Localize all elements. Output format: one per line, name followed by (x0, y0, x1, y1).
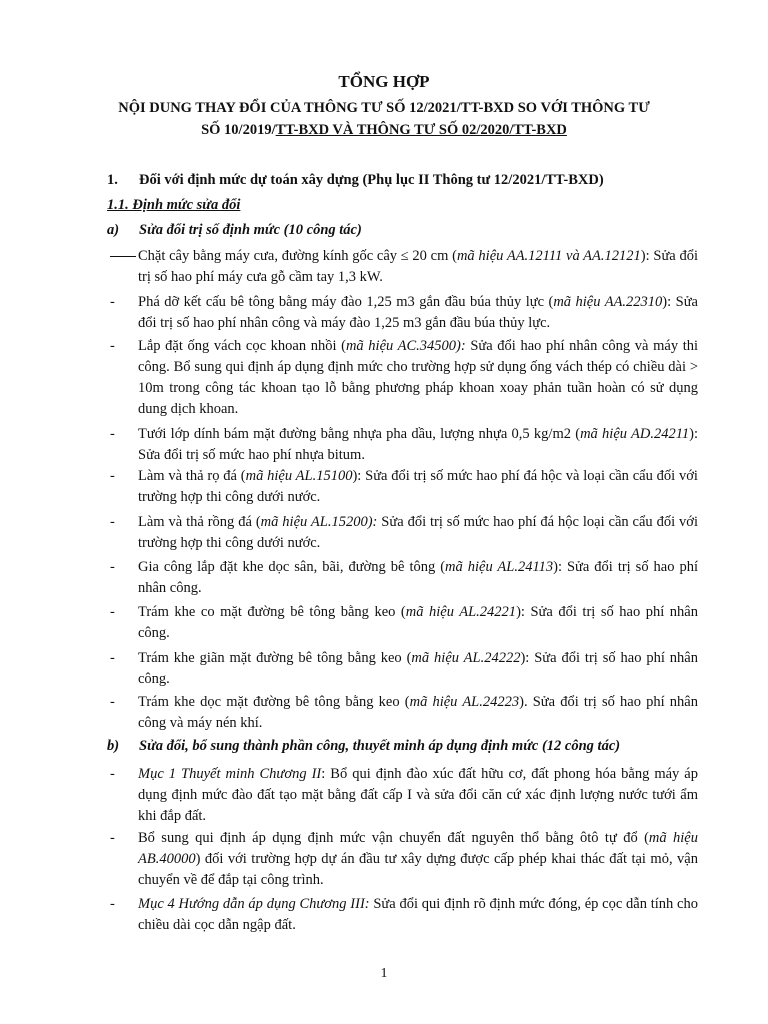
item-code: mã hiệu AD.24211 (580, 426, 690, 442)
item-dash: - (110, 694, 115, 710)
item-code: mã hiệu AL.15100 (245, 468, 353, 484)
section-b-text: Sửa đổi, bổ sung thành phần công, thuyết minh áp dụng định mức (12 công tác) (139, 738, 621, 754)
item-text: Trám khe giãn mặt đường bê tông bằng keo (mã hiệu AL.24222): Sửa đổi trị số hao phí nhân công. (138, 650, 698, 687)
list-item-a-3 (110, 336, 698, 420)
section-a-heading (107, 222, 362, 239)
page-number: 1 (380, 966, 388, 981)
item-dash: - (110, 830, 115, 846)
subtitle-line-2-prefix: SỐ 10/2019/ (201, 122, 276, 138)
section-a-label: a) (107, 222, 120, 238)
item-text: Lắp đặt ống vách cọc khoan nhồi (mã hiệu AC.34500): Sửa đổi hao phí nhân công và máy thi công. Bổ sung qui định áp dụng định mức cho trường hợp sử dụng ống vách thép có chiều dài > 10m trong công tác khoan tạo lỗ bằng phương pháp khoan xoay phản tuần hoàn có sử dụng dung dịch khoan. (138, 338, 699, 417)
item-code: mã hiệu AA.22310 (553, 294, 663, 310)
item-text: Trám khe co mặt đường bê tông bằng keo (mã hiệu AL.24221): Sửa đổi trị số hao phí nhân công. (138, 604, 698, 641)
item-code: mã hiệu AB.40000 (138, 830, 698, 867)
item-dash: - (110, 896, 115, 912)
heading-1-1: 1.1. Định mức sửa đổi (107, 197, 241, 213)
item-code: Mục 1 Thuyết minh Chương II (138, 766, 322, 782)
item-text: Trám khe dọc mặt đường bê tông bằng keo (mã hiệu AL.24223). Sửa đổi trị số hao phí nhân công và máy nén khí. (138, 694, 698, 731)
item-code: mã hiệu AL.24221 (405, 604, 517, 620)
document-subtitle (100, 97, 668, 141)
item-code: Mục 4 Hướng dẫn áp dụng Chương III: (138, 896, 370, 912)
subtitle-line-2-underlined: TT-BXD VÀ THÔNG TƯ SỐ 02/2020/TT-BXD (275, 122, 567, 138)
item-text: Chặt cây bằng máy cưa, đường kính gốc cây ≤ 20 cm (mã hiệu AA.12111 và AA.12121): Sửa đổi trị số hao phí máy cưa gỗ cầm tay 1,3 kW. (138, 248, 698, 285)
list-item-a-1 (110, 246, 698, 288)
list-item-a-8 (110, 602, 698, 644)
item-dash: - (110, 294, 115, 310)
item-dash: - (110, 650, 115, 666)
item-code: mã hiệu AA.12111 và AA.12121 (456, 248, 641, 264)
item-dash (110, 256, 136, 257)
list-item-a-9 (110, 648, 698, 690)
item-dash: - (110, 468, 115, 484)
item-code: mã hiệu AC.34500): (345, 338, 466, 354)
list-item-a-10 (110, 692, 698, 734)
list-item-a-5 (110, 466, 698, 508)
list-item-b-2 (110, 828, 698, 891)
item-dash: - (110, 766, 115, 782)
section-b-label: b) (107, 738, 120, 754)
item-code: mã hiệu AL.24222 (411, 650, 521, 666)
heading-1 (107, 172, 707, 189)
item-text: Bổ sung qui định áp dụng định mức vận chuyển đất nguyên thổ bằng ôtô tự đổ (mã hiệu AB.40000) đối với trường hợp dự án đầu tư xây dựng được cấp phép khai thác đất tại mỏ, vận chuyển về để đắp tại công trình. (138, 830, 698, 888)
list-item-a-4 (110, 424, 698, 466)
item-dash: - (110, 514, 115, 530)
document-title: TỔNG HỢP (338, 72, 430, 91)
list-item-a-2 (110, 292, 698, 334)
heading-1-text: Đối với định mức dự toán xây dựng (Phụ lục II Thông tư 12/2021/TT-BXD) (139, 172, 604, 188)
item-text: Làm và thả rọ đá (mã hiệu AL.15100): Sửa đổi trị số mức hao phí đá hộc và loại cần cẩu đối với trường hợp thi công dưới nước. (138, 468, 698, 505)
list-item-a-6 (110, 512, 698, 554)
item-dash: - (110, 426, 115, 442)
item-code: mã hiệu AL.24223 (409, 694, 520, 710)
item-dash: - (110, 559, 115, 575)
item-text: Mục 4 Hướng dẫn áp dụng Chương III: Sửa đổi qui định rõ định mức đóng, ép cọc dẫn tính cho chiều dài cọc dẫn ngập đất. (138, 896, 698, 933)
item-text: Mục 1 Thuyết minh Chương II: Bổ qui định đào xúc đất hữu cơ, đất phong hóa bằng máy áp dụng định mức đào đất tạo mặt bằng đất cấp I và sửa đổi căn cứ xác định lượng nước tưới ẩm khi đắp đất. (138, 766, 698, 824)
item-code: mã hiệu AL.24113 (445, 559, 554, 575)
item-code: mã hiệu AL.15200): (260, 514, 378, 530)
list-item-a-7 (110, 557, 698, 599)
item-text: Làm và thả rồng đá (mã hiệu AL.15200): Sửa đổi trị số mức hao phí đá hộc loại cần cẩu đối với trường hợp thi công dưới nước. (138, 514, 698, 551)
section-b-heading (107, 738, 620, 755)
section-a-text: Sửa đổi trị số định mức (10 công tác) (139, 222, 362, 238)
item-text: Phá dỡ kết cấu bê tông bằng máy đào 1,25 m3 gắn đầu búa thủy lực (mã hiệu AA.22310): Sửa đổi trị số hao phí nhân công và máy đào 1,25 m3 gắn đầu búa thủy lực. (138, 294, 698, 331)
subtitle-line-2 (100, 119, 668, 141)
item-text: Tưới lớp dính bám mặt đường bằng nhựa pha dầu, lượng nhựa 0,5 kg/m2 (mã hiệu AD.24211): Sửa đổi trị số mức hao phí nhựa bitum. (138, 426, 698, 463)
list-item-b-3 (110, 894, 698, 936)
item-text: Gia công lắp đặt khe dọc sân, bãi, đường bê tông (mã hiệu AL.24113): Sửa đổi trị số hao phí nhân công. (138, 559, 698, 596)
subtitle-line-1: NỘI DUNG THAY ĐỔI CỦA THÔNG TƯ SỐ 12/2021/TT-BXD SO VỚI THÔNG TƯ (118, 100, 650, 116)
heading-1-number: 1. (107, 172, 118, 188)
list-item-b-1 (110, 764, 698, 827)
item-dash: - (110, 338, 115, 354)
item-dash: - (110, 604, 115, 620)
